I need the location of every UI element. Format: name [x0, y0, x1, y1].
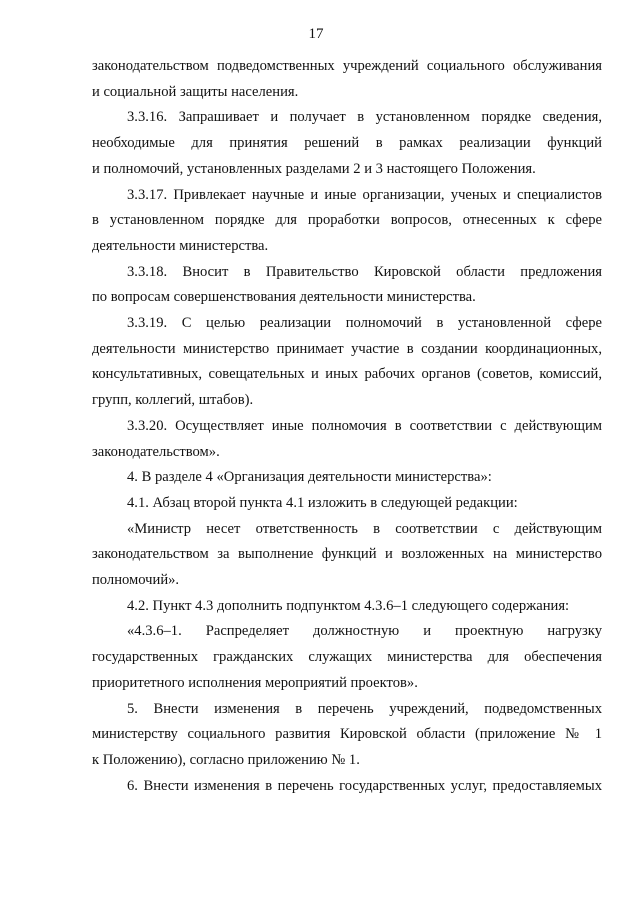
paragraph-line: 3.3.20. Осуществляет иные полномочия в соответствии с действующим — [127, 417, 602, 434]
paragraph-line: приоритетного исполнения мероприятий проектов». — [92, 674, 418, 691]
paragraph-line: 3.3.17. Привлекает научные и иные организации, ученых и специалистов — [127, 186, 602, 203]
paragraph-line: и социальной защиты населения. — [92, 83, 299, 100]
paragraph-p-3-3-18 — [92, 260, 602, 311]
paragraph-p-4-3-6-1 — [92, 619, 602, 696]
paragraph-line: государственных гражданских служащих министерства для обеспечения — [92, 649, 602, 666]
paragraph-line: 3.3.19. С целью реализации полномочий в установленной сфере — [127, 315, 602, 332]
paragraph-line: по вопросам совершенствования деятельности министерства. — [92, 289, 476, 306]
document-body — [92, 54, 602, 799]
paragraph-p-5 — [92, 697, 602, 774]
paragraph-line: «Министр несет ответственность в соответствии с действующим — [127, 520, 602, 537]
paragraph-p-3-3-19 — [92, 311, 602, 414]
paragraph-p-4 — [92, 465, 602, 491]
paragraph-line: 5. Внести изменения в перечень учреждений, подведомственных — [127, 700, 602, 717]
paragraph-line: 3.3.16. Запрашивает и получает в установленном порядке сведения, — [127, 109, 602, 126]
paragraph-line: к Положению), согласно приложению № 1. — [92, 751, 360, 768]
paragraph-line: 4.2. Пункт 4.3 дополнить подпунктом 4.3.6–1 следующего содержания: — [127, 597, 570, 614]
page-number: 17 — [308, 26, 324, 42]
paragraph-line: консультативных, совещательных и иных рабочих органов (советов, комиссий, — [92, 366, 602, 383]
paragraph-line: необходимые для принятия решений в рамках реализации функций — [92, 135, 602, 152]
paragraph-line: законодательством за выполнение функций и возложенных на министерство — [92, 546, 602, 563]
paragraph-line: в установленном порядке для проработки вопросов, отнесенных к сфере — [92, 212, 602, 229]
paragraph-line: деятельности министерство принимает участие в создании координационных, — [92, 340, 602, 357]
paragraph-line: и полномочий, установленных разделами 2 и 3 настоящего Положения. — [92, 160, 536, 177]
paragraph-line: министерству социального развития Кировской области (приложение № 1 — [92, 726, 602, 743]
paragraph-line: 4.1. Абзац второй пункта 4.1 изложить в следующей редакции: — [127, 494, 518, 511]
paragraph-line: деятельности министерства. — [92, 237, 269, 254]
paragraph-line: 3.3.18. Вносит в Правительство Кировской области предложения — [127, 263, 602, 280]
paragraph-p-6 — [92, 774, 602, 800]
paragraph-p-4-1-quote — [92, 517, 602, 594]
paragraph-p-4-1 — [92, 491, 602, 517]
paragraph-p-4-2 — [92, 594, 602, 620]
paragraph-line: «4.3.6–1. Распределяет должностную и проектную нагрузку — [127, 623, 602, 640]
paragraph-line: законодательством подведомственных учреждений социального обслуживания — [92, 58, 602, 74]
paragraph-line: полномочий». — [92, 572, 180, 589]
paragraph-line: 6. Внести изменения в перечень государственных услуг, предоставляемых — [127, 777, 602, 794]
paragraph-line: групп, коллегий, штабов). — [92, 392, 254, 409]
paragraph-line: законодательством». — [92, 443, 220, 460]
paragraph-p-3-3-20 — [92, 414, 602, 465]
paragraph-p-3-3-17 — [92, 183, 602, 260]
paragraph-line: 4. В разделе 4 «Организация деятельности министерства»: — [127, 469, 492, 486]
paragraph-p-continuation — [92, 54, 602, 105]
paragraph-p-3-3-16 — [92, 105, 602, 182]
